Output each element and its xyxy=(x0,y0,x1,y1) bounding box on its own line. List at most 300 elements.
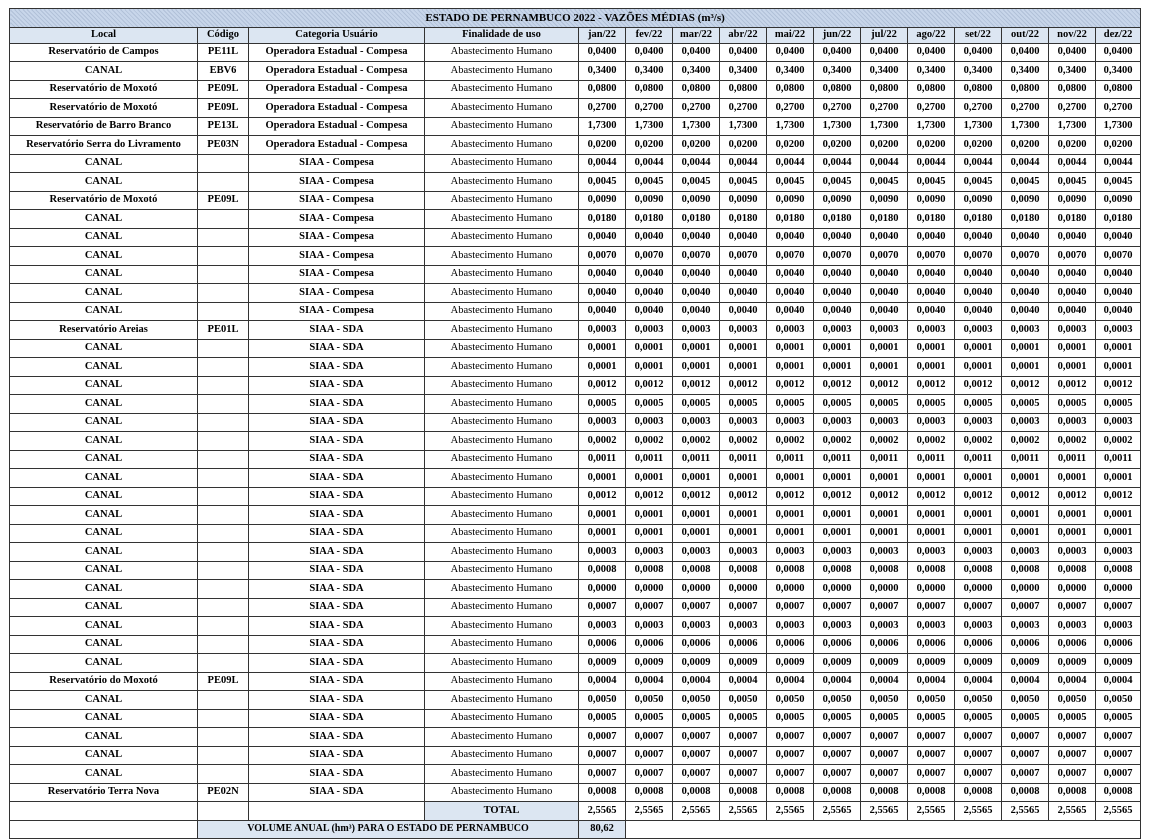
month-value-cell: 0,0003 xyxy=(626,413,673,432)
month-value-cell: 0,0003 xyxy=(1002,543,1049,562)
month-value-cell: 0,0040 xyxy=(1002,228,1049,247)
finalidade-cell: Abastecimento Humano xyxy=(425,413,579,432)
finalidade-cell: Abastecimento Humano xyxy=(425,580,579,599)
codigo-cell xyxy=(198,284,249,303)
column-header: fev/22 xyxy=(626,27,673,43)
local-cell: CANAL xyxy=(10,376,198,395)
month-value-cell: 0,0044 xyxy=(579,154,626,173)
month-value-cell: 0,0001 xyxy=(720,469,767,488)
month-value-cell: 0,0007 xyxy=(673,765,720,784)
month-value-cell: 0,0001 xyxy=(814,506,861,525)
local-cell: Reservatório Serra do Livramento xyxy=(10,136,198,155)
codigo-cell: PE11L xyxy=(198,43,249,62)
month-value-cell: 0,0090 xyxy=(1049,191,1096,210)
month-value-cell: 0,0001 xyxy=(626,469,673,488)
month-value-cell: 0,0005 xyxy=(1049,395,1096,414)
month-value-cell: 0,0001 xyxy=(955,524,1002,543)
finalidade-cell: Abastecimento Humano xyxy=(425,561,579,580)
month-value-cell: 0,0001 xyxy=(720,506,767,525)
month-value-cell: 0,0008 xyxy=(814,783,861,802)
categoria-cell: SIAA - Compesa xyxy=(249,154,425,173)
month-value-cell: 0,0007 xyxy=(1096,746,1141,765)
month-value-cell: 0,0002 xyxy=(626,432,673,451)
month-value-cell: 0,0180 xyxy=(720,210,767,229)
month-value-cell: 0,0008 xyxy=(626,783,673,802)
local-cell: CANAL xyxy=(10,598,198,617)
month-value-cell: 0,0400 xyxy=(673,43,720,62)
month-value-cell: 0,0011 xyxy=(720,450,767,469)
categoria-cell: Operadora Estadual - Compesa xyxy=(249,62,425,81)
month-value-cell: 0,0012 xyxy=(579,376,626,395)
total-label: TOTAL xyxy=(425,802,579,821)
month-value-cell: 0,0045 xyxy=(579,173,626,192)
categoria-cell: Operadora Estadual - Compesa xyxy=(249,80,425,99)
month-value-cell: 0,0050 xyxy=(955,691,1002,710)
month-value-cell: 0,0009 xyxy=(955,654,1002,673)
month-value-cell: 0,0001 xyxy=(1096,358,1141,377)
month-value-cell: 0,2700 xyxy=(673,99,720,118)
month-value-cell: 0,0400 xyxy=(579,43,626,62)
month-value-cell: 0,3400 xyxy=(673,62,720,81)
categoria-cell: SIAA - Compesa xyxy=(249,302,425,321)
month-value-cell: 0,0180 xyxy=(955,210,1002,229)
month-value-cell: 0,0040 xyxy=(908,228,955,247)
month-value-cell: 0,0040 xyxy=(720,228,767,247)
month-value-cell: 0,0003 xyxy=(861,543,908,562)
categoria-cell: Operadora Estadual - Compesa xyxy=(249,136,425,155)
month-value-cell: 0,0050 xyxy=(1096,691,1141,710)
month-value-cell: 0,0012 xyxy=(861,487,908,506)
finalidade-cell: Abastecimento Humano xyxy=(425,284,579,303)
month-value-cell: 0,0002 xyxy=(579,432,626,451)
month-value-cell: 0,0001 xyxy=(579,339,626,358)
local-cell: CANAL xyxy=(10,265,198,284)
month-value-cell: 0,0040 xyxy=(1049,284,1096,303)
month-value-cell: 0,0005 xyxy=(579,395,626,414)
codigo-cell xyxy=(198,561,249,580)
month-value-cell: 0,0008 xyxy=(1002,561,1049,580)
month-value-cell: 0,0800 xyxy=(1002,80,1049,99)
month-value-cell: 0,2700 xyxy=(1096,99,1141,118)
month-value-cell: 0,0400 xyxy=(767,43,814,62)
month-value-cell: 0,0180 xyxy=(1002,210,1049,229)
month-value-cell: 0,0003 xyxy=(1002,617,1049,636)
month-value-cell: 1,7300 xyxy=(579,117,626,136)
month-value-cell: 0,0000 xyxy=(1049,580,1096,599)
month-value-cell: 1,7300 xyxy=(861,117,908,136)
codigo-cell: PE02N xyxy=(198,783,249,802)
month-value-cell: 0,0003 xyxy=(908,617,955,636)
local-cell: Reservatório Areias xyxy=(10,321,198,340)
column-header: jul/22 xyxy=(861,27,908,43)
month-value-cell: 0,0400 xyxy=(1049,43,1096,62)
month-value-cell: 0,0040 xyxy=(908,302,955,321)
month-value-cell: 0,0001 xyxy=(908,469,955,488)
month-value-cell: 0,0006 xyxy=(908,635,955,654)
month-value-cell: 0,0180 xyxy=(767,210,814,229)
total-spacer-codigo xyxy=(198,802,249,821)
month-value-cell: 0,0004 xyxy=(955,672,1002,691)
local-cell: CANAL xyxy=(10,487,198,506)
month-value-cell: 0,0002 xyxy=(673,432,720,451)
month-value-cell: 0,0040 xyxy=(767,265,814,284)
codigo-cell: PE01L xyxy=(198,321,249,340)
local-cell: CANAL xyxy=(10,247,198,266)
month-value-cell: 0,0005 xyxy=(767,709,814,728)
month-value-cell: 0,0001 xyxy=(767,358,814,377)
table-row xyxy=(10,247,1141,266)
month-value-cell: 0,0400 xyxy=(1096,43,1141,62)
month-value-cell: 0,0007 xyxy=(955,765,1002,784)
month-value-cell: 0,0070 xyxy=(814,247,861,266)
finalidade-cell: Abastecimento Humano xyxy=(425,210,579,229)
categoria-cell: SIAA - SDA xyxy=(249,561,425,580)
month-value-cell: 0,0008 xyxy=(1049,783,1096,802)
month-value-cell: 0,0005 xyxy=(1096,709,1141,728)
table-row xyxy=(10,783,1141,802)
month-value-cell: 0,0003 xyxy=(579,543,626,562)
codigo-cell xyxy=(198,173,249,192)
month-value-cell: 0,0050 xyxy=(673,691,720,710)
month-value-cell: 0,0006 xyxy=(720,635,767,654)
month-value-cell: 0,0040 xyxy=(1096,265,1141,284)
local-cell: CANAL xyxy=(10,506,198,525)
finalidade-cell: Abastecimento Humano xyxy=(425,302,579,321)
month-value-cell: 0,0040 xyxy=(626,265,673,284)
month-value-cell: 0,0040 xyxy=(720,265,767,284)
local-cell: CANAL xyxy=(10,728,198,747)
month-value-cell: 0,0003 xyxy=(1049,617,1096,636)
month-value-cell: 0,0008 xyxy=(955,561,1002,580)
month-value-cell: 0,0003 xyxy=(720,413,767,432)
month-value-cell: 0,3400 xyxy=(1002,62,1049,81)
finalidade-cell: Abastecimento Humano xyxy=(425,709,579,728)
month-value-cell: 0,0003 xyxy=(814,617,861,636)
month-value-cell: 0,3400 xyxy=(720,62,767,81)
local-cell: CANAL xyxy=(10,339,198,358)
month-value-cell: 0,0012 xyxy=(767,376,814,395)
month-value-cell: 0,0008 xyxy=(1096,783,1141,802)
month-value-cell: 0,0040 xyxy=(908,284,955,303)
month-value-cell: 0,0000 xyxy=(908,580,955,599)
column-header: out/22 xyxy=(1002,27,1049,43)
month-value-cell: 0,0007 xyxy=(626,728,673,747)
codigo-cell xyxy=(198,543,249,562)
month-value-cell: 0,0003 xyxy=(673,617,720,636)
month-value-cell: 0,0050 xyxy=(1002,691,1049,710)
month-value-cell: 0,0008 xyxy=(861,561,908,580)
total-cell: 2,5565 xyxy=(861,802,908,821)
month-value-cell: 0,0200 xyxy=(626,136,673,155)
month-value-cell: 0,0003 xyxy=(579,617,626,636)
month-value-cell: 0,0002 xyxy=(908,432,955,451)
month-value-cell: 0,2700 xyxy=(1049,99,1096,118)
month-value-cell: 0,2700 xyxy=(861,99,908,118)
month-value-cell: 0,0011 xyxy=(1002,450,1049,469)
finalidade-cell: Abastecimento Humano xyxy=(425,117,579,136)
month-value-cell: 0,0180 xyxy=(673,210,720,229)
month-value-cell: 0,0007 xyxy=(955,746,1002,765)
month-value-cell: 0,0005 xyxy=(861,709,908,728)
month-value-cell: 0,0040 xyxy=(1049,302,1096,321)
local-cell: CANAL xyxy=(10,228,198,247)
categoria-cell: SIAA - SDA xyxy=(249,487,425,506)
local-cell: CANAL xyxy=(10,617,198,636)
table-row xyxy=(10,617,1141,636)
month-value-cell: 0,0001 xyxy=(814,358,861,377)
table-title: ESTADO DE PERNAMBUCO 2022 - VAZÕES MÉDIAS (m³/s) xyxy=(10,9,1141,28)
month-value-cell: 0,0011 xyxy=(861,450,908,469)
month-value-cell: 0,0001 xyxy=(908,524,955,543)
month-value-cell: 0,0004 xyxy=(626,672,673,691)
month-value-cell: 0,0012 xyxy=(908,376,955,395)
month-value-cell: 0,0400 xyxy=(955,43,1002,62)
month-value-cell: 0,0044 xyxy=(767,154,814,173)
month-value-cell: 0,0008 xyxy=(1049,561,1096,580)
table-row xyxy=(10,117,1141,136)
month-value-cell: 0,0045 xyxy=(767,173,814,192)
table-row xyxy=(10,210,1141,229)
codigo-cell xyxy=(198,728,249,747)
finalidade-cell: Abastecimento Humano xyxy=(425,432,579,451)
month-value-cell: 0,0012 xyxy=(579,487,626,506)
month-value-cell: 0,0200 xyxy=(720,136,767,155)
month-value-cell: 0,0005 xyxy=(814,709,861,728)
month-value-cell: 0,0009 xyxy=(673,654,720,673)
month-value-cell: 0,0005 xyxy=(626,709,673,728)
month-value-cell: 0,0008 xyxy=(1002,783,1049,802)
codigo-cell xyxy=(198,765,249,784)
total-cell: 2,5565 xyxy=(673,802,720,821)
month-value-cell: 0,0003 xyxy=(1049,543,1096,562)
categoria-cell: SIAA - SDA xyxy=(249,543,425,562)
finalidade-cell: Abastecimento Humano xyxy=(425,487,579,506)
categoria-cell: SIAA - Compesa xyxy=(249,228,425,247)
month-value-cell: 0,0180 xyxy=(908,210,955,229)
month-value-cell: 0,0044 xyxy=(673,154,720,173)
month-value-cell: 0,0012 xyxy=(767,487,814,506)
month-value-cell: 0,0005 xyxy=(673,709,720,728)
month-value-cell: 0,0400 xyxy=(720,43,767,62)
month-value-cell: 0,0006 xyxy=(1049,635,1096,654)
month-value-cell: 1,7300 xyxy=(626,117,673,136)
month-value-cell: 0,0044 xyxy=(955,154,1002,173)
month-value-cell: 0,0007 xyxy=(673,728,720,747)
local-cell: Reservatório de Moxotó xyxy=(10,80,198,99)
codigo-cell xyxy=(198,746,249,765)
categoria-cell: SIAA - SDA xyxy=(249,469,425,488)
month-value-cell: 0,0005 xyxy=(673,395,720,414)
table-row xyxy=(10,136,1141,155)
total-cell: 2,5565 xyxy=(1096,802,1141,821)
month-value-cell: 0,0040 xyxy=(626,228,673,247)
month-value-cell: 0,0007 xyxy=(1049,728,1096,747)
month-value-cell: 0,0003 xyxy=(814,413,861,432)
categoria-cell: SIAA - SDA xyxy=(249,450,425,469)
month-value-cell: 0,0001 xyxy=(1002,469,1049,488)
categoria-cell: SIAA - SDA xyxy=(249,413,425,432)
local-cell: Reservatório de Moxotó xyxy=(10,99,198,118)
month-value-cell: 1,7300 xyxy=(1049,117,1096,136)
month-value-cell: 0,0040 xyxy=(720,284,767,303)
table-row xyxy=(10,265,1141,284)
categoria-cell: SIAA - SDA xyxy=(249,580,425,599)
month-value-cell: 0,0009 xyxy=(908,654,955,673)
table-row xyxy=(10,321,1141,340)
month-value-cell: 0,0180 xyxy=(861,210,908,229)
month-value-cell: 0,0007 xyxy=(955,598,1002,617)
month-value-cell: 0,0012 xyxy=(1049,487,1096,506)
codigo-cell xyxy=(198,654,249,673)
month-value-cell: 0,0007 xyxy=(626,598,673,617)
month-value-cell: 0,0005 xyxy=(955,395,1002,414)
month-value-cell: 0,0001 xyxy=(1096,469,1141,488)
month-value-cell: 0,0044 xyxy=(908,154,955,173)
month-value-cell: 0,0180 xyxy=(814,210,861,229)
month-value-cell: 0,0040 xyxy=(955,302,1002,321)
month-value-cell: 0,0011 xyxy=(626,450,673,469)
categoria-cell: SIAA - Compesa xyxy=(249,284,425,303)
month-value-cell: 0,0001 xyxy=(720,358,767,377)
month-value-cell: 0,0200 xyxy=(1096,136,1141,155)
local-cell: Reservatório de Barro Branco xyxy=(10,117,198,136)
month-value-cell: 0,0040 xyxy=(673,265,720,284)
month-value-cell: 0,0040 xyxy=(767,284,814,303)
month-value-cell: 0,0002 xyxy=(720,432,767,451)
month-value-cell: 0,0040 xyxy=(861,265,908,284)
month-value-cell: 0,0070 xyxy=(579,247,626,266)
total-cell: 2,5565 xyxy=(1002,802,1049,821)
local-cell: CANAL xyxy=(10,635,198,654)
month-value-cell: 0,0045 xyxy=(626,173,673,192)
month-value-cell: 0,0009 xyxy=(814,654,861,673)
month-value-cell: 0,0000 xyxy=(861,580,908,599)
total-cell: 2,5565 xyxy=(720,802,767,821)
month-value-cell: 0,0050 xyxy=(720,691,767,710)
table-body xyxy=(10,43,1141,802)
categoria-cell: SIAA - SDA xyxy=(249,691,425,710)
month-value-cell: 0,0000 xyxy=(814,580,861,599)
month-value-cell: 0,0007 xyxy=(908,746,955,765)
month-value-cell: 0,0800 xyxy=(673,80,720,99)
table-row xyxy=(10,691,1141,710)
month-value-cell: 0,0050 xyxy=(861,691,908,710)
month-value-cell: 0,0000 xyxy=(626,580,673,599)
month-value-cell: 0,0200 xyxy=(814,136,861,155)
month-value-cell: 0,0003 xyxy=(861,413,908,432)
codigo-cell: PE09L xyxy=(198,672,249,691)
volume-spacer xyxy=(10,820,198,839)
month-value-cell: 0,0003 xyxy=(720,321,767,340)
finalidade-cell: Abastecimento Humano xyxy=(425,617,579,636)
month-value-cell: 0,0005 xyxy=(720,395,767,414)
month-value-cell: 0,0070 xyxy=(955,247,1002,266)
month-value-cell: 1,7300 xyxy=(720,117,767,136)
month-value-cell: 0,0003 xyxy=(1002,413,1049,432)
month-value-cell: 0,0005 xyxy=(626,395,673,414)
month-value-cell: 0,0045 xyxy=(955,173,1002,192)
month-value-cell: 0,0006 xyxy=(767,635,814,654)
month-value-cell: 0,0800 xyxy=(861,80,908,99)
codigo-cell xyxy=(198,228,249,247)
local-cell: CANAL xyxy=(10,284,198,303)
categoria-cell: SIAA - Compesa xyxy=(249,247,425,266)
month-value-cell: 0,0012 xyxy=(626,487,673,506)
month-value-cell: 0,0040 xyxy=(1002,265,1049,284)
month-value-cell: 0,0005 xyxy=(720,709,767,728)
month-value-cell: 0,0004 xyxy=(1096,672,1141,691)
local-cell: CANAL xyxy=(10,210,198,229)
codigo-cell xyxy=(198,580,249,599)
month-value-cell: 1,7300 xyxy=(1002,117,1049,136)
month-value-cell: 0,0001 xyxy=(908,339,955,358)
finalidade-cell: Abastecimento Humano xyxy=(425,450,579,469)
month-value-cell: 0,0040 xyxy=(814,265,861,284)
month-value-cell: 0,0090 xyxy=(767,191,814,210)
month-value-cell: 0,0007 xyxy=(720,746,767,765)
month-value-cell: 0,0040 xyxy=(767,302,814,321)
month-value-cell: 0,0045 xyxy=(908,173,955,192)
month-value-cell: 0,0044 xyxy=(1002,154,1049,173)
month-value-cell: 0,0040 xyxy=(720,302,767,321)
month-value-cell: 0,0009 xyxy=(579,654,626,673)
month-value-cell: 0,0011 xyxy=(1049,450,1096,469)
month-value-cell: 1,7300 xyxy=(955,117,1002,136)
table-row xyxy=(10,672,1141,691)
table-row xyxy=(10,284,1141,303)
month-value-cell: 0,0003 xyxy=(1096,413,1141,432)
month-value-cell: 0,0001 xyxy=(626,506,673,525)
total-cell: 2,5565 xyxy=(767,802,814,821)
table-row xyxy=(10,191,1141,210)
month-value-cell: 0,0007 xyxy=(814,746,861,765)
month-value-cell: 0,0070 xyxy=(861,247,908,266)
month-value-cell: 0,0400 xyxy=(1002,43,1049,62)
month-value-cell: 0,0800 xyxy=(720,80,767,99)
month-value-cell: 0,0007 xyxy=(673,746,720,765)
finalidade-cell: Abastecimento Humano xyxy=(425,247,579,266)
categoria-cell: SIAA - SDA xyxy=(249,339,425,358)
month-value-cell: 0,2700 xyxy=(814,99,861,118)
column-header: set/22 xyxy=(955,27,1002,43)
month-value-cell: 0,0009 xyxy=(720,654,767,673)
month-value-cell: 0,0050 xyxy=(767,691,814,710)
month-value-cell: 0,0040 xyxy=(626,302,673,321)
month-value-cell: 0,0000 xyxy=(767,580,814,599)
month-value-cell: 0,0044 xyxy=(626,154,673,173)
month-value-cell: 0,2700 xyxy=(908,99,955,118)
categoria-cell: SIAA - SDA xyxy=(249,672,425,691)
categoria-cell: SIAA - SDA xyxy=(249,506,425,525)
month-value-cell: 0,0090 xyxy=(673,191,720,210)
local-cell: Reservatório de Campos xyxy=(10,43,198,62)
month-value-cell: 0,0004 xyxy=(814,672,861,691)
finalidade-cell: Abastecimento Humano xyxy=(425,506,579,525)
month-value-cell: 0,3400 xyxy=(955,62,1002,81)
table-row xyxy=(10,654,1141,673)
local-cell: CANAL xyxy=(10,358,198,377)
month-value-cell: 0,0007 xyxy=(861,728,908,747)
finalidade-cell: Abastecimento Humano xyxy=(425,746,579,765)
month-value-cell: 0,0001 xyxy=(955,358,1002,377)
table-row xyxy=(10,709,1141,728)
month-value-cell: 0,0001 xyxy=(955,469,1002,488)
month-value-cell: 0,0006 xyxy=(673,635,720,654)
month-value-cell: 0,0003 xyxy=(626,321,673,340)
month-value-cell: 0,0003 xyxy=(908,321,955,340)
month-value-cell: 0,2700 xyxy=(626,99,673,118)
local-cell: CANAL xyxy=(10,173,198,192)
